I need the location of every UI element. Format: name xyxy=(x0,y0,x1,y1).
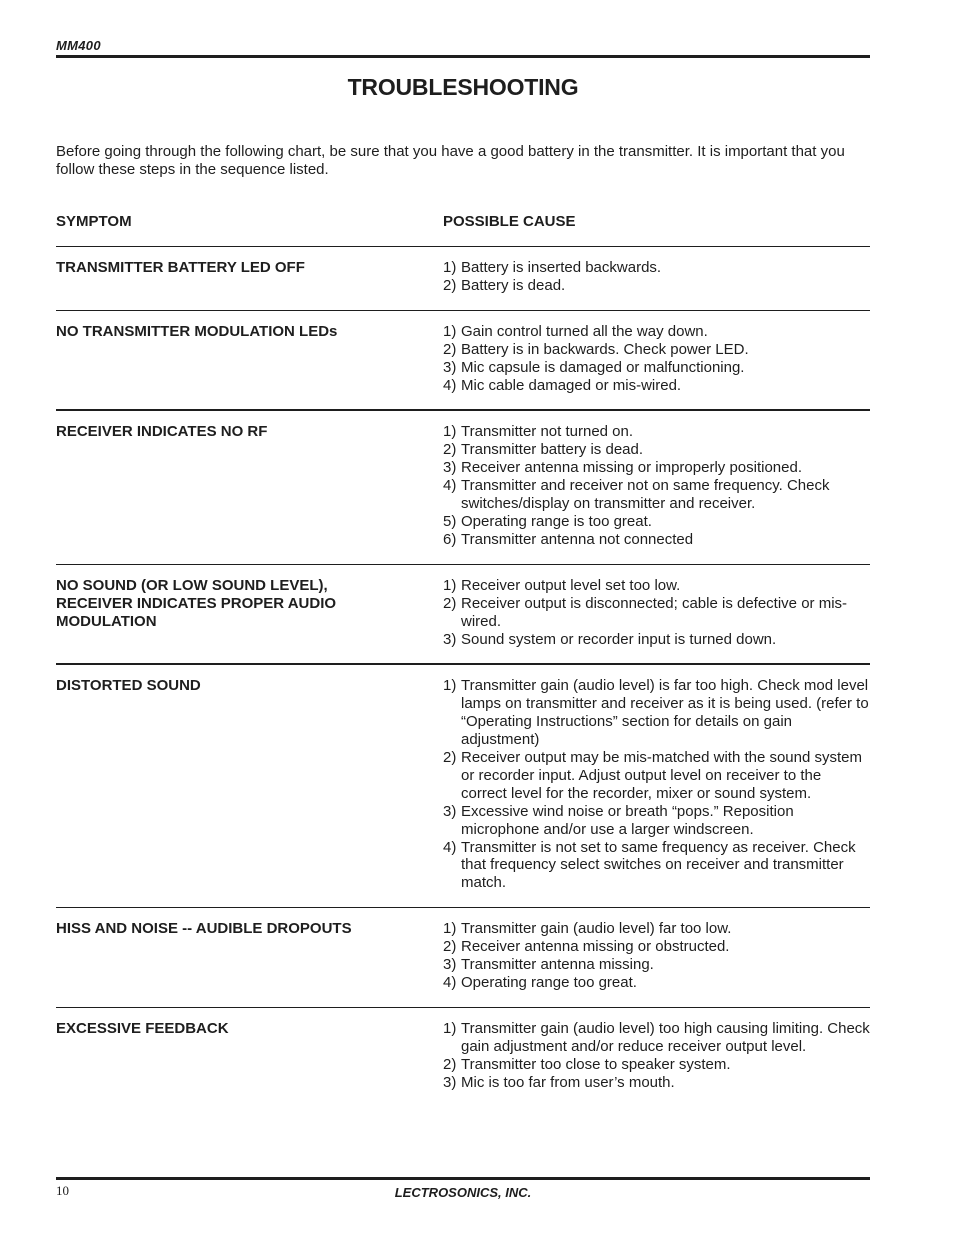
cause-item xyxy=(443,956,870,974)
symptom-text: TRANSMITTER BATTERY LED OFF xyxy=(56,259,305,276)
cause-text: Battery is in backwards. Check power LED. xyxy=(461,340,749,358)
cause-number: 2) xyxy=(443,938,457,956)
cause-text: Sound system or recorder input is turned down. xyxy=(461,630,777,648)
cause-text: Mic is too far from user’s mouth. xyxy=(461,1073,675,1091)
model-header: MM400 xyxy=(56,38,101,53)
cause-item xyxy=(443,938,870,956)
cause-list xyxy=(443,577,870,649)
cause-number: 2) xyxy=(443,1055,457,1073)
cause-number: 1) xyxy=(443,322,457,340)
cause-item xyxy=(443,423,870,441)
cause-number: 3) xyxy=(443,358,457,376)
cause-number: 1) xyxy=(443,920,457,938)
cause-number: 3) xyxy=(443,956,457,974)
cause-list xyxy=(443,423,870,548)
table-row xyxy=(56,1007,870,1107)
cause-text: Mic cable damaged or mis-wired. xyxy=(461,376,682,394)
cause-number: 2) xyxy=(443,340,457,358)
cause-number: 2) xyxy=(443,441,457,459)
cause-text: Battery is dead. xyxy=(461,276,566,294)
footer-company: LECTROSONICS, INC. xyxy=(394,1185,532,1200)
cause-text: Receiver antenna missing or obstructed. xyxy=(461,938,730,956)
symptom-text: RECEIVER INDICATES NO RF xyxy=(56,423,268,441)
cause-number: 3) xyxy=(443,459,457,477)
manual-page xyxy=(56,0,870,1235)
table-row xyxy=(56,907,870,1007)
page-number: 10 xyxy=(56,1183,69,1198)
cause-text: Operating range too great. xyxy=(461,974,637,991)
symptom-text: NO SOUND (OR LOW SOUND LEVEL), RECEIVER INDICATES PROPER AUDIO MODULATION xyxy=(56,576,337,630)
cause-text: Transmitter gain (audio level) too high causing limiting. Check gain adjustment and/or reduce receiver output level. xyxy=(461,1019,870,1055)
cause-item xyxy=(443,513,870,531)
cause-item xyxy=(443,459,870,477)
symptom-text: HISS AND NOISE -- AUDIBLE DROPOUTS xyxy=(56,920,352,938)
cause-number: 1) xyxy=(443,576,457,594)
cause-item xyxy=(443,749,870,803)
cause-number: 3) xyxy=(443,630,457,648)
cause-text: Battery is inserted backwards. xyxy=(461,259,662,276)
cause-item xyxy=(443,677,870,749)
cause-text: Transmitter gain (audio level) is far too high. Check mod level lamps on transmitter and receiver as it is being used. (refer to “Operating Instructions” section for details on gain adjustment) xyxy=(461,677,869,749)
cause-number: 1) xyxy=(443,423,457,441)
cause-column-header: POSSIBLE CAUSE xyxy=(443,213,576,230)
cause-number: 4) xyxy=(443,974,457,991)
cause-item xyxy=(443,920,870,938)
cause-text: Mic capsule is damaged or malfunctioning. xyxy=(461,358,745,376)
cause-list xyxy=(443,677,870,892)
symptom-text: NO TRANSMITTER MODULATION LEDs xyxy=(56,322,338,340)
cause-text: Operating range is too great. xyxy=(461,512,652,530)
cause-text: Transmitter too close to speaker system. xyxy=(461,1055,731,1073)
cause-item xyxy=(443,1020,870,1056)
cause-text: Gain control turned all the way down. xyxy=(461,322,708,340)
cause-item xyxy=(443,477,870,513)
cause-text: Excessive wind noise or breath “pops.” Reposition microphone and/or use a larger windscreen. xyxy=(461,802,794,838)
cause-item xyxy=(443,277,870,295)
cause-text: Transmitter and receiver not on same frequency. Check switches/display on transmitter and receiver. xyxy=(461,477,830,513)
cause-text: Transmitter gain (audio level) far too low. xyxy=(461,920,732,938)
cause-number: 1) xyxy=(443,1019,457,1037)
cause-item xyxy=(443,631,870,649)
cause-number: 4) xyxy=(443,376,457,394)
cause-item xyxy=(443,974,870,992)
cause-text: Transmitter is not set to same frequency as receiver. Check that frequency select switches on receiver and transmitter match. xyxy=(461,838,856,892)
cause-number: 1) xyxy=(443,259,457,276)
cause-text: Receiver output level set too low. xyxy=(461,576,681,594)
table-row xyxy=(56,310,870,410)
cause-item xyxy=(443,359,870,377)
cause-list xyxy=(443,920,870,992)
cause-item xyxy=(443,595,870,631)
table-row xyxy=(56,663,870,907)
cause-number: 4) xyxy=(443,838,457,856)
cause-list xyxy=(443,259,870,295)
cause-item xyxy=(443,377,870,395)
cause-number: 4) xyxy=(443,477,457,495)
cause-text: Receiver output may be mis-matched with the sound system or recorder input. Adjust output level on receiver to the correct level for the recorder, mixer or sound system. xyxy=(461,749,863,802)
cause-number: 2) xyxy=(443,749,457,767)
cause-number: 2) xyxy=(443,276,457,294)
cause-item xyxy=(443,323,870,341)
cause-text: Transmitter not turned on. xyxy=(461,423,634,441)
troubleshooting-table xyxy=(56,246,870,1107)
cause-list xyxy=(443,1020,870,1092)
intro-paragraph: Before going through the following chart, be sure that you have a good battery in the transmitter. It is important that you follow these steps in the sequence listed. xyxy=(56,143,845,178)
page-title: TROUBLESHOOTING xyxy=(347,74,579,100)
cause-text: Transmitter antenna missing. xyxy=(461,956,654,974)
symptom-text: EXCESSIVE FEEDBACK xyxy=(56,1019,229,1037)
cause-item xyxy=(443,259,870,277)
cause-list xyxy=(443,323,870,395)
symptom-column-header: SYMPTOM xyxy=(56,213,132,230)
footer-rule xyxy=(56,1177,870,1180)
cause-item xyxy=(443,1074,870,1092)
table-row xyxy=(56,564,870,664)
cause-item xyxy=(443,341,870,359)
header-rule xyxy=(56,55,870,58)
cause-item xyxy=(443,577,870,595)
cause-text: Transmitter battery is dead. xyxy=(461,441,644,459)
table-row xyxy=(56,246,870,310)
cause-number: 6) xyxy=(443,530,457,548)
cause-text: Transmitter antenna not connected xyxy=(461,530,694,548)
table-row xyxy=(56,409,870,563)
cause-number: 3) xyxy=(443,802,457,820)
cause-number: 2) xyxy=(443,594,457,612)
symptom-text: DISTORTED SOUND xyxy=(56,677,201,695)
cause-text: Receiver antenna missing or improperly positioned. xyxy=(461,459,803,477)
cause-text: Receiver output is disconnected; cable is defective or mis-wired. xyxy=(461,594,848,630)
cause-number: 1) xyxy=(443,677,457,695)
cause-item xyxy=(443,1056,870,1074)
cause-item xyxy=(443,803,870,839)
cause-number: 5) xyxy=(443,512,457,530)
cause-item xyxy=(443,531,870,549)
cause-item xyxy=(443,441,870,459)
cause-number: 3) xyxy=(443,1073,457,1091)
cause-item xyxy=(443,839,870,893)
